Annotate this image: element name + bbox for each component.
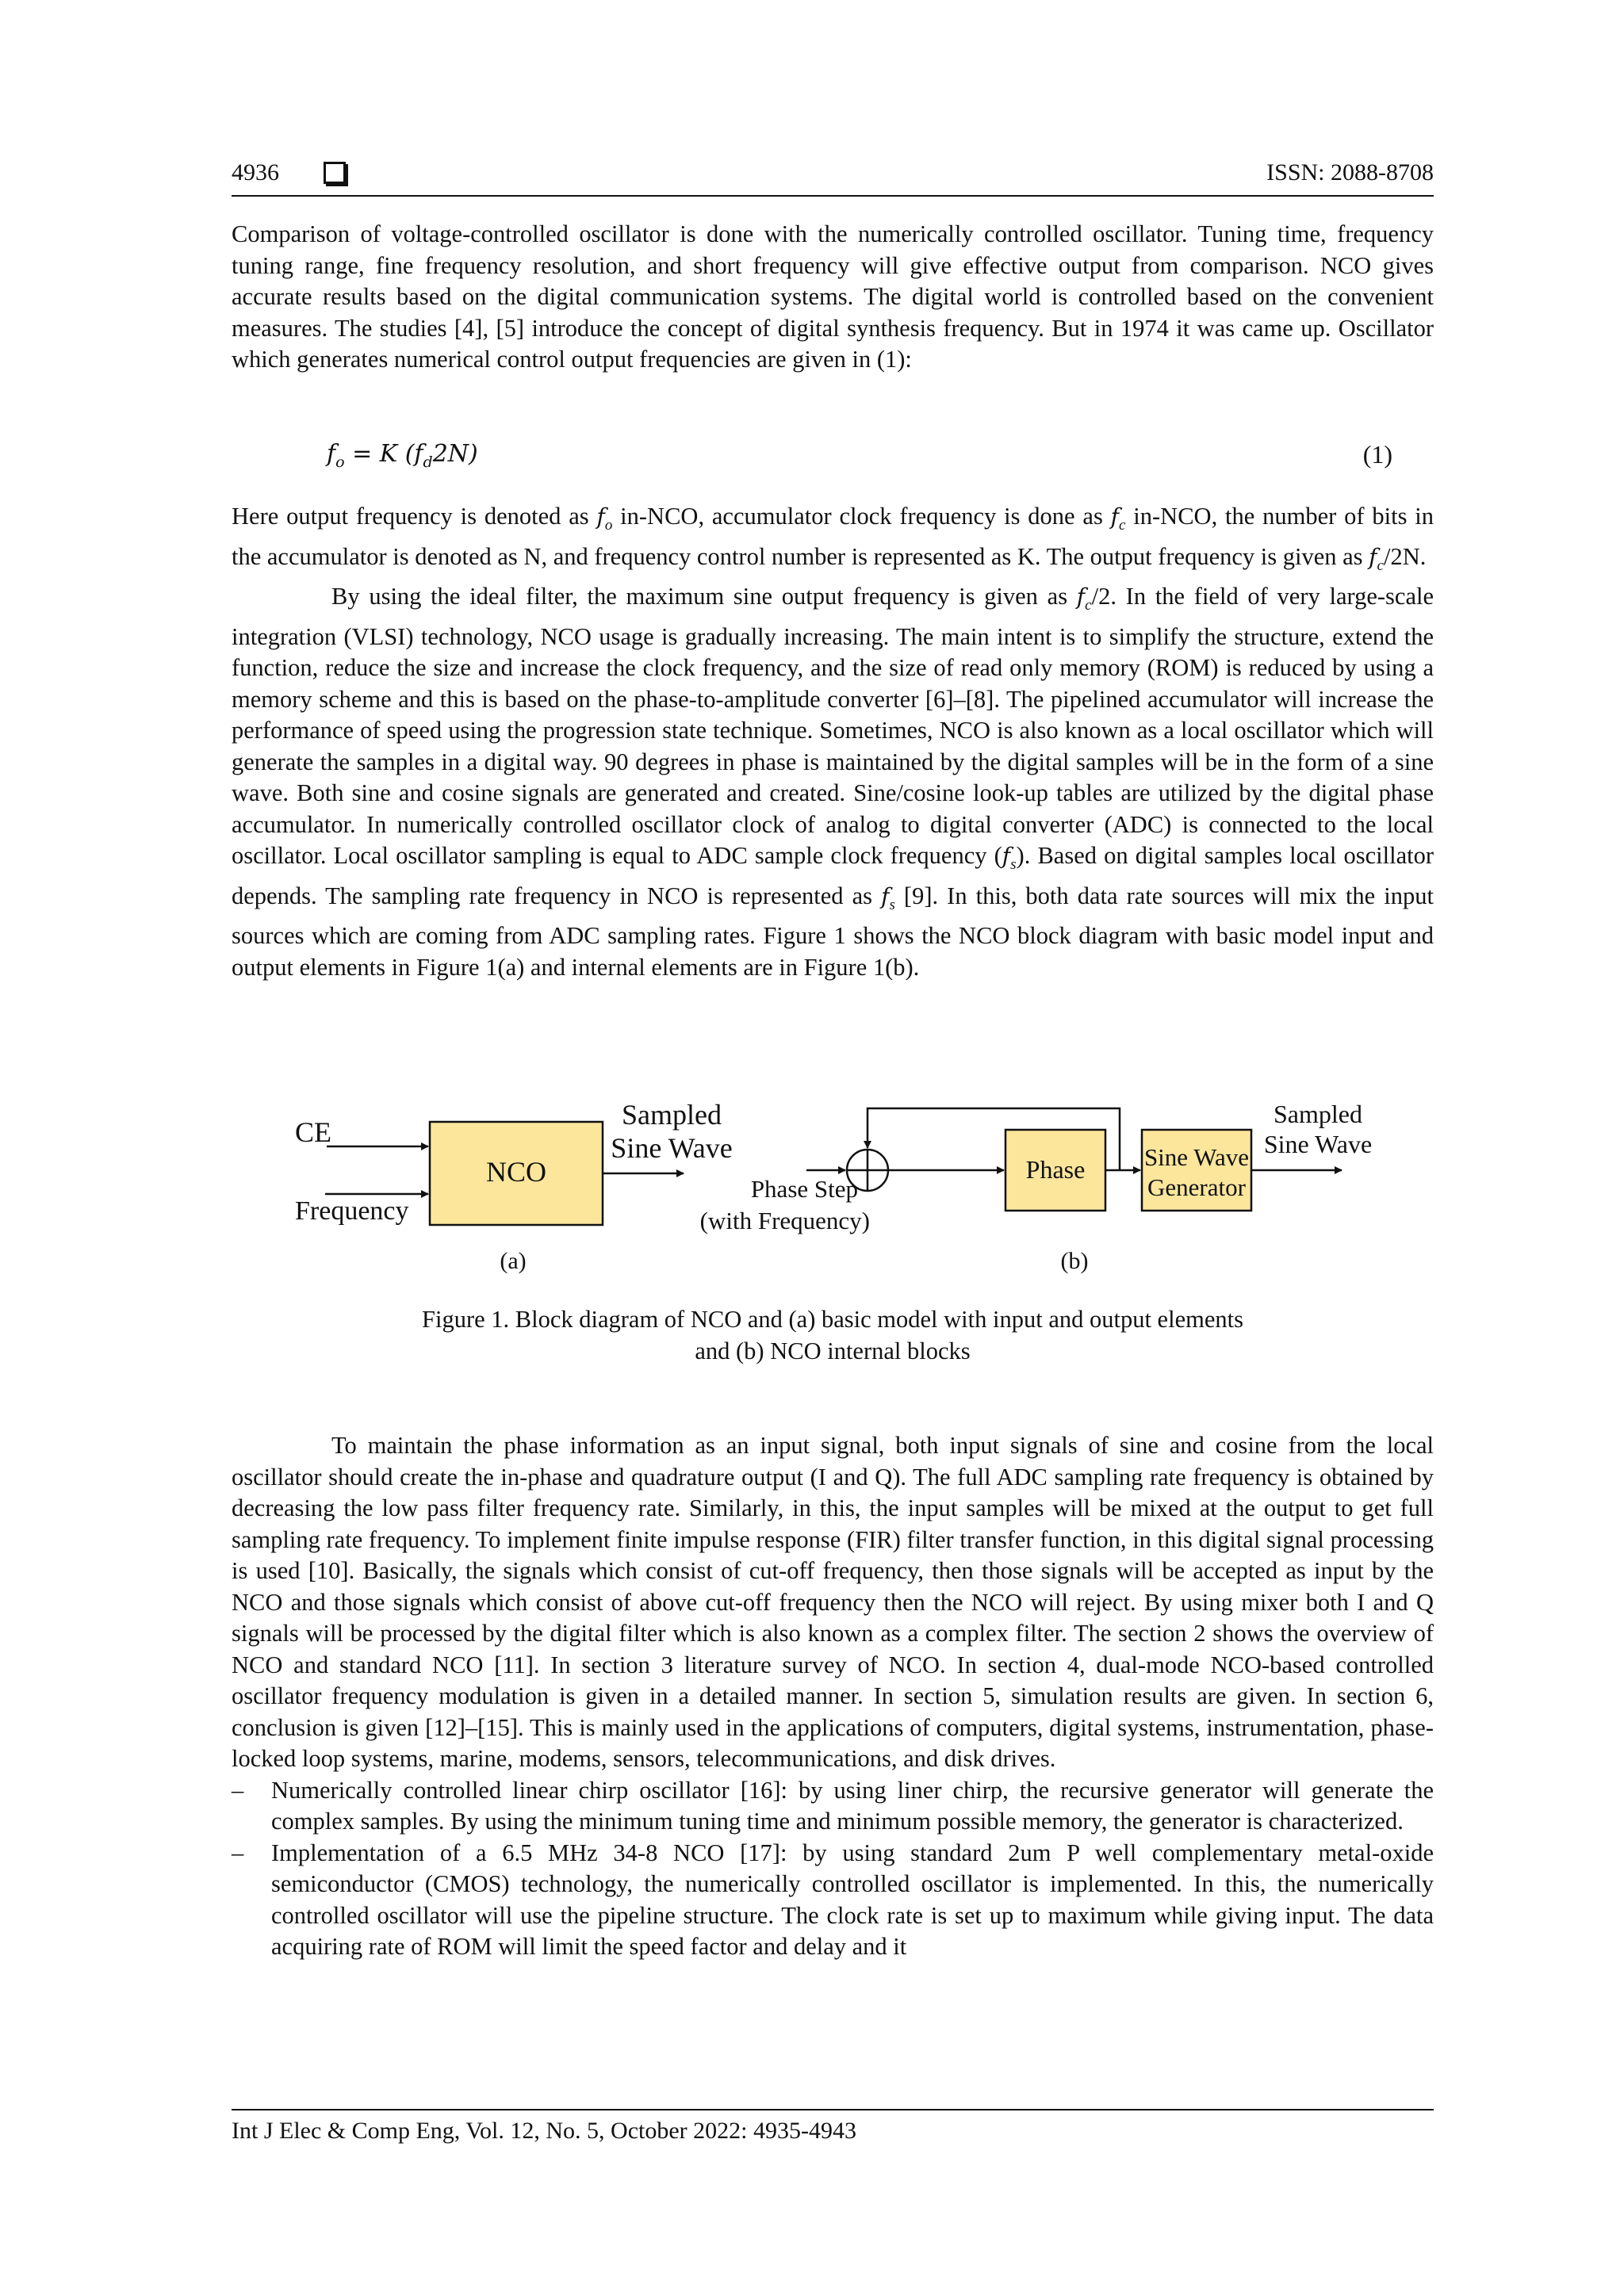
list-item: – Implementation of a 6.5 MHz 34-8 NCO [17]: by using standard 2um P well complementary metal-oxide semiconductor (CMOS) technology, the numerically controlled oscillator is implemented. In this, the numerically controlled oscillator will use the pipeline structure. The clock rate is set up to maximum while giving input. The data acquiring rate of ROM will limit the speed factor and delay and it xyxy=(232,1838,1434,1963)
equation-number: (1) xyxy=(1362,440,1392,469)
footer-rule xyxy=(232,2109,1434,2110)
bullet-list xyxy=(232,1775,1434,1963)
equation-body: $f_o = K$ $(f_d2N)$ xyxy=(327,440,478,471)
figure-b xyxy=(700,1100,1373,1234)
list-item: – Numerically controlled linear chirp oscillator [16]: by using liner chirp, the recursive generator will generate the complex samples. By using the minimum tuning time and minimum possible memory, the generator is characterized. xyxy=(232,1775,1434,1838)
paragraph-1-text: Comparison of voltage-controlled oscillator is done with the numerically controlled oscillator. Tuning time, frequency tuning range, fine frequency resolution, and short frequency will give effective output from comparison. NCO gives accurate results based on the digital communication systems. The digital world is controlled based on the convenient measures. The studies [4], [5] introduce the concept of digital synthesis frequency. But in 1974 it was came up. Oscillator which generates numerical control output frequencies are given in (1): xyxy=(232,220,1434,373)
fig-a-input-ce: CE xyxy=(295,1116,332,1148)
paragraph-2: Here output frequency is denoted as $f_o$ in-NCO, accumulator clock frequency is done as $f_c$ in-NCO, the number of bits in the accumulator is denoted as N, and frequency control number is represented as K. The output frequency is given as $f_c/2N$. xyxy=(232,503,1434,574)
phase-block-label: Phase xyxy=(1025,1155,1086,1184)
header-rule xyxy=(232,195,1434,197)
fig-a-output-line1: Sampled xyxy=(622,1099,722,1131)
issn: ISSN: 2088-8708 xyxy=(1266,159,1434,186)
fig-a-input-frequency: Frequency xyxy=(295,1196,409,1226)
footer-citation: Int J Elec & Comp Eng, Vol. 12, No. 5, October 2022: 4935-4943 xyxy=(232,2118,856,2144)
paragraph-4-section xyxy=(232,1430,1434,1963)
page-number: 4936 xyxy=(232,159,279,186)
fig-b-label: (b) xyxy=(1060,1248,1089,1274)
caption-line-2: and (b) NCO internal blocks xyxy=(695,1337,971,1364)
paragraph-3: By using the ideal filter, the maximum sine output frequency is given as $f_c/2$. In the field of very large-scale integration (VLSI) technology, NCO usage is gradually increasing. The main intent is to simplify the structure, extend the function, reduce the size and increase the clock frequency, and the size of read only memory (ROM) is reduced by using a memory scheme and this is based on the phase-to-amplitude converter [6]–[8]. The pipelined accumulator will increase the performance of speed using the progression state technique. Sometimes, NCO is also known as a local oscillator which will generate the samples in a digital way. 90 degrees in phase is maintained by the digital samples will be in the form of a sine wave. Both sine and cosine signals are generated and created. Sine/cosine look-up tables are utilized by the digital phase accumulator. In numerically controlled oscillator clock of analog to digital converter (ADC) is connected to the local oscillator. Local oscillator sampling is equal to ADC sample clock frequency $(f_s)$. Based on digital samples local oscillator depends. The sampling rate frequency in NCO is represented as $f_s$ [9]. In this, both data rate sources will mix the input sources which are coming from ADC sampling rates. Figure 1 shows the NCO block diagram with basic model input and output elements in Figure 1(a) and internal elements are in Figure 1(b). xyxy=(232,583,1434,981)
figure-1 xyxy=(232,1085,1434,1291)
paragraph-1 xyxy=(232,219,1434,376)
equation-1 xyxy=(232,437,1392,472)
nco-block-label: NCO xyxy=(485,1156,547,1188)
fig-a-output-line2: Sine Wave xyxy=(611,1132,733,1164)
checkbox-square-icon xyxy=(324,162,346,184)
page-header xyxy=(232,155,1434,197)
figure-caption xyxy=(232,1303,1434,1367)
paragraph-2-3 xyxy=(232,501,1434,983)
paragraph-4: To maintain the phase information as an input signal, both input signals of sine and cosine from the local oscillator should create the in-phase and quadrature output (I and Q). The full ADC sampling rate frequency is obtained by decreasing the low pass filter frequency rate. Similarly, in this, the input samples will be mixed at the output to get full sampling rate frequency. To implement finite impulse response (FIR) filter transfer function, in this digital signal processing is used [10]. Basically, the signals which consist of cut-off frequency, then those signals will be accepted as input by the NCO and those signals which consist of above cut-off frequency then the NCO will reject. By using mixer both I and Q signals will be processed by the digital filter which is also known as a complex filter. The section 2 shows the overview of NCO and standard NCO [11]. In section 3 literature survey of NCO. In section 4, dual-mode NCO-based controlled oscillator frequency modulation is given in a detailed manner. In section 5, simulation results are given. In section 6, conclusion is given [12]–[15]. This is mainly used in the applications of computers, digital systems, instrumentation, phase-locked loop systems, marine, modems, sensors, telecommunications, and disk drives. xyxy=(232,1432,1434,1772)
generator-label-line2: Generator xyxy=(1147,1173,1246,1201)
fig-b-input-line1: Phase Step xyxy=(750,1175,858,1203)
fig-b-input-line2: (with Frequency) xyxy=(699,1207,870,1234)
figure-a xyxy=(295,1099,733,1226)
fig-b-output-line1: Sampled xyxy=(1274,1100,1362,1128)
fig-a-label: (a) xyxy=(500,1248,527,1274)
generator-label-line1: Sine Wave xyxy=(1143,1143,1250,1171)
caption-line-1: Figure 1. Block diagram of NCO and (a) basic model with input and output elements xyxy=(422,1306,1243,1333)
fig-b-output-line2: Sine Wave xyxy=(1263,1130,1373,1158)
figure-1-diagram xyxy=(232,1085,1434,1291)
